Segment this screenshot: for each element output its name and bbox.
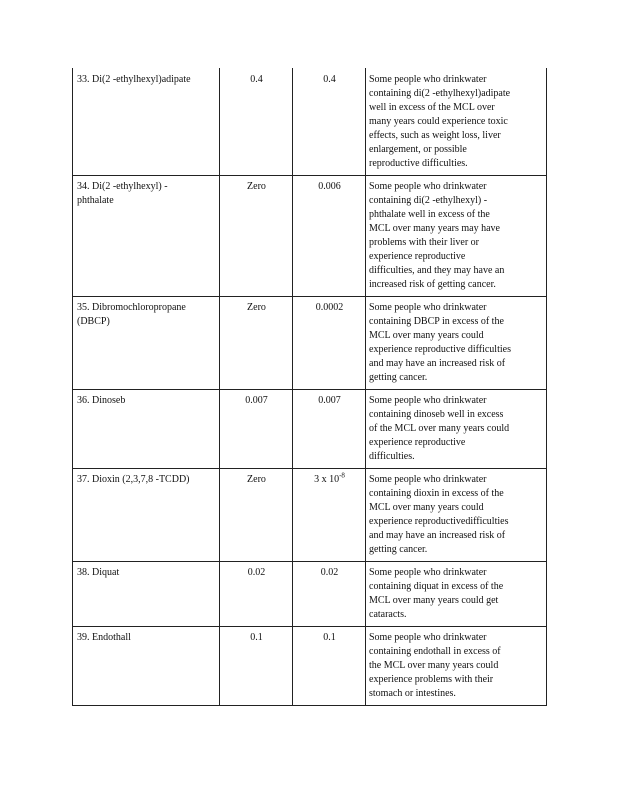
mcl-value: 0.0002: [293, 297, 366, 390]
health-effects: Some people who drinkwater containing di(2 -ethylhexyl) - phthalate well in excess of the MCL over many years may have problems with their liver or experience reproductive difficulties, and they may have an increased risk of getting cancer.: [366, 176, 547, 297]
mclg-value: 0.4: [220, 68, 293, 176]
mcl-value: 0.007: [293, 390, 366, 469]
table-row: [73, 469, 547, 562]
contaminant-name: 34. Di(2 -ethylhexyl) - phthalate: [73, 176, 220, 297]
health-effects: Some people who drinkwater containing di(2 -ethylhexyl)adipate well in excess of the MCL over many years could experience toxic effects, such as weight loss, liver enlargement, or possible reproductive difficulties.: [366, 68, 547, 176]
mcl-value: [293, 469, 366, 562]
health-effects: Some people who drinkwater containing DBCP in excess of the MCL over many years could experience reproductive difficulties and may have an increased risk of getting cancer.: [366, 297, 547, 390]
contaminant-name: 39. Endothall: [73, 627, 220, 706]
mcl-value: 0.1: [293, 627, 366, 706]
mclg-value: 0.007: [220, 390, 293, 469]
table-row: [73, 627, 547, 706]
mcl-exponent: -8: [339, 471, 345, 480]
mclg-value: 0.1: [220, 627, 293, 706]
table-row: [73, 390, 547, 469]
contaminant-table: [72, 68, 547, 706]
table-row: [73, 562, 547, 627]
contaminant-name: 37. Dioxin (2,3,7,8 -TCDD): [73, 469, 220, 562]
health-effects: Some people who drinkwater containing diquat in excess of the MCL over many years could get cataracts.: [366, 562, 547, 627]
contaminant-name: 38. Diquat: [73, 562, 220, 627]
health-effects: Some people who drinkwater containing dioxin in excess of the MCL over many years could experience reproductivedifficulties and may have an increased risk of getting cancer.: [366, 469, 547, 562]
mclg-value: Zero: [220, 469, 293, 562]
table-row: [73, 176, 547, 297]
mclg-value: Zero: [220, 297, 293, 390]
mclg-value: Zero: [220, 176, 293, 297]
mcl-value: 0.4: [293, 68, 366, 176]
mclg-value: 0.02: [220, 562, 293, 627]
mcl-value: 0.006: [293, 176, 366, 297]
table-row: [73, 68, 547, 176]
contaminant-name: 33. Di(2 -ethylhexyl)adipate: [73, 68, 220, 176]
contaminant-name: 36. Dinoseb: [73, 390, 220, 469]
contaminant-name: 35. Dibromochloropropane (DBCP): [73, 297, 220, 390]
health-effects: Some people who drinkwater containing endothall in excess of the MCL over many years could experience problems with their stomach or intestines.: [366, 627, 547, 706]
table-row: [73, 297, 547, 390]
mcl-value: 0.02: [293, 562, 366, 627]
mcl-base: 3 x 10: [314, 474, 340, 485]
health-effects: Some people who drinkwater containing dinoseb well in excess of the MCL over many years could experience reproductive difficulties.: [366, 390, 547, 469]
